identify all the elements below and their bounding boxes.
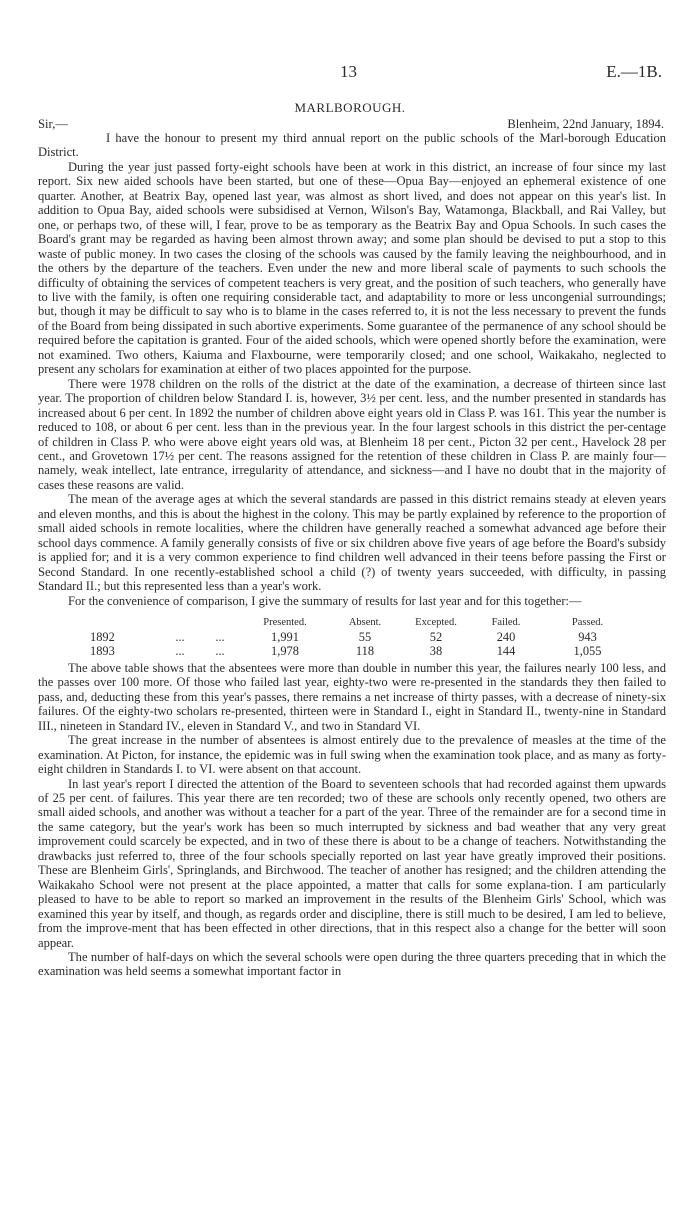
paragraph: The mean of the average ages at which the several standards are passed in this district remains steady at eleven years and eleven months, and this is about the highest in the colony. This may be partly explained by reference to the proportion of small aided schools in remote localities, where the children have generally reached a somewhat advanced age before their school days commence. A family generally consists of five or six children above five years of age before the Board's subsidy is applied for; and it is a very common experience to find children well advanced in their teens before passing the First or Second Standard. In one recently-established school a child (?) of twenty years succeeded, with difficulty, in passing Standard II.; but this represented less than a year's work. (38, 492, 666, 594)
paragraph: The above table shows that the absentees were more than double in number this year, the failures nearly 100 less, and the passes over 100 more. Of those who failed last year, eighty-two were re-presented in the standards they then failed to pass, and, deducting these from this year's passes, there remains a net increase of thirty passes, with a decrease of ninety-six failures. Of the eighty-two scholars re-presented, thirteen were in Standard I., eight in Standard II., twenty-nine in Standard III., nineteen in Standard IV., eleven in Standard V., and two in Standard VI. (38, 660, 666, 733)
paragraph: The number of half-days on which the several schools were open during the three quarters preceding that in which the examination was held seems a somewhat important factor in (38, 950, 666, 979)
table-row (90, 644, 635, 659)
paragraph: The great increase in the number of absentees is almost entirely due to the prevalence of measles at the time of the examination. At Picton, for instance, the epidemic was in full swing when the examination took place, and as many as forty-eight children in Standards I. to VI. were absent on that account. (38, 733, 666, 777)
paragraph: There were 1978 children on the rolls of the district at the date of the examination, a decrease of thirteen since last year. The proportion of children below Standard I. is, however, 3½ per cent. less, and the number presented in standards has increased about 6 per cent. In 1892 the number of children above eight years old in Class P. was 161. This year the number is reduced to 108, or about 6 per cent. less than in the previous year. In the four largest schools in this district the per-centage of children in Class P. who were above eight years old was, at Blenheim 18 per cent., Picton 32 per cent., Havelock 28 per cent., and Grovetown 17½ per cent. The reasons assigned for the retention of these children in Class P. are mainly four—namely, weak intellect, late entrance, irregularity of attendance, and sickness—and I have no doubt that in the majority of cases these reasons are valid. (38, 376, 666, 492)
failed-cell: 144 (496, 644, 516, 659)
paragraph: For the convenience of comparison, I give the summary of results for last year and for this together:— (68, 593, 582, 608)
section-title: MARLBOROUGH. (294, 100, 406, 115)
leader-dots: ... (215, 629, 225, 644)
failed-cell: 240 (496, 629, 516, 644)
column-header: Presented. (263, 616, 307, 628)
paragraph: During the year just passed forty-eight schools have been at work in this district, an increase of four since my last report. Six new aided schools have been started, but one of these—Opua Bay—enjoyed an ephemeral existence of one quarter. Another, at Beatrix Bay, opened last year, was almost as short lived, and does not appear on this year's list. In addition to Opua Bay, aided schools were subsidised at Vernon, Wilson's Bay, Watamonga, Blackball, and Rai Valley, but one, or perhaps two, of these will, I fear, prove to be as temporary as the Beatrix Bay and Opua Schools. In such cases the Board's grant may be regarded as having been almost thrown away; and some plan should be devised to put a stop to this waste of public money. In two cases the closing of the schools was caused by the family leaving the neighbourhood, and in the others by the departure of the teachers. Even under the new and more liberal scale of payments to such schools the difficulty of obtaining the services of competent teachers is very great, and the position of such teachers, who generally have to live with the family, is often one requiring considerable tact, and adaptability to more or less uncongenial surroundings; but, though it may be difficult to say who is to blame in the cases referred to, it is not the less necessary to prevent the funds of the Board from being dissipated in such abortive experiments. Some guarantee of the permanence of any school should be required before the capitation is granted. Four of the aided schools, which were opened shortly before the examination, were not examined. Two others, Kaiuma and Flaxbourne, were temporarily closed; and one school, Waikakaho, neglected to present any scholars for examination at either of two places appointed for the purpose. (38, 159, 666, 377)
column-header: Absent. (348, 616, 382, 628)
excepted-cell: 38 (429, 644, 443, 659)
column-header: Failed. (491, 616, 521, 628)
results-table (90, 616, 635, 659)
table-header-row (90, 616, 635, 630)
salutation: Sir,— (38, 117, 68, 131)
paragraph: I have the honour to present my third annual report on the public schools of the Marl-borough Education District. (38, 131, 666, 160)
table-row (90, 630, 635, 645)
paragraph: In last year's report I directed the attention of the Board to seventeen schools that had recorded against them upwards of 25 per cent. of failures. This year there are ten recorded; two of these are schools only recently opened, two others are small aided schools, and another was without a teacher for a part of the year. Three of the remainder are for a second time in the same category, but the year's work has been so much interrupted by sickness and bad weather that any very great improvement could scarcely be expected, and in two of these there is about to be a change of teachers. Notwithstanding the drawbacks just referred to, three of the four schools specially reported on last year have greatly improved their positions. These are Blenheim Girls', Springlands, and Birchwood. The teacher of another has resigned; and the children attending the Waikakaho School were not present at the place appointed, a matter that calls for some explana-tion. I am particularly pleased to have to be able to report so marked an improvement in the results of the Blenheim Girls' School, which was examined this year by itself, and though, as regards order and discipline, there is still much to be desired, I am led to believe, from the improve-ment that has been effected in other directions, that in this respect also a change for the better will soon appear. (38, 776, 666, 950)
page-number: 13 (340, 62, 357, 81)
presented-cell: 1,978 (271, 644, 299, 659)
year-cell: 1892 (90, 629, 115, 644)
passed-cell: 943 (578, 629, 597, 644)
year-cell: 1893 (90, 644, 115, 659)
leader-dots: ... (175, 629, 185, 644)
presented-cell: 1,991 (271, 629, 299, 644)
absent-cell: 118 (355, 644, 375, 659)
column-header: Excepted. (415, 616, 457, 628)
column-header: Passed. (571, 616, 604, 628)
passed-cell: 1,055 (573, 644, 602, 659)
leader-dots: ... (175, 644, 185, 659)
absent-cell: 55 (358, 629, 372, 644)
leader-dots: ... (215, 644, 225, 659)
dateline: Blenheim, 22nd January, 1894. (507, 117, 664, 131)
report-body (38, 131, 666, 979)
document-reference: E.—1B. (606, 62, 662, 81)
excepted-cell: 52 (429, 629, 443, 644)
